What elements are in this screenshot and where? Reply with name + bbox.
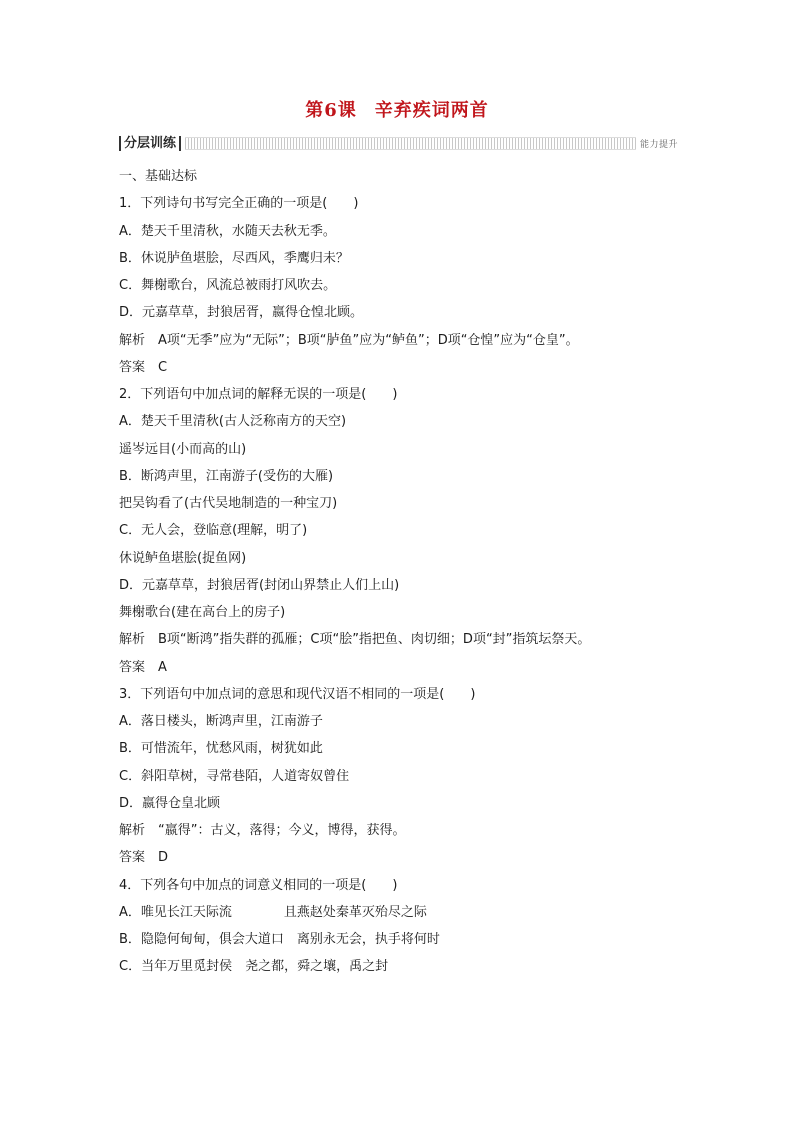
section-banner	[119, 133, 678, 153]
lesson-name: 辛弃疾词两首	[374, 100, 489, 121]
option-line: D．嬴得仓皇北顾	[119, 795, 221, 811]
option-line: C．当年万里觅封侯 尧之都，舜之壤，禹之封	[119, 959, 389, 975]
option-line: 舞榭歌台(建在高台上的房子)	[119, 605, 286, 620]
banner-label: 分层训练	[119, 136, 181, 151]
lesson-title	[0, 96, 794, 122]
question-2: 2．下列语句中加点词的解释无误的一项是( )	[119, 387, 398, 402]
answer-2: 答案 A	[119, 659, 167, 675]
answer-1: 答案 C	[119, 359, 168, 375]
analysis-3: 解析 “嬴得”：古义，落得；今义，博得，获得。	[119, 823, 406, 838]
analysis-1: 解析 A项“无季”应为“无际”；B项“胪鱼”应为“鲈鱼”；D项“仓惶”应为“仓皇”。	[119, 332, 579, 348]
option-line: C．斜阳草树，寻常巷陌，人道寄奴曾住	[119, 768, 350, 784]
option-line: B．隐隐何甸甸，俱会大道口 离别永无会，执手将何时	[119, 932, 440, 947]
option-line: B．休说胪鱼堪脍，尽西风，季鹰归未？	[119, 250, 349, 266]
option-line: 遥岑远目(小而高的山)	[119, 441, 247, 457]
option-line: A．楚天千里清秋(古人泛称南方的天空)	[119, 414, 347, 430]
option-line: 把吴钩看了(古代吴地制造的一种宝刀)	[119, 496, 338, 511]
option-line: A．唯见长江天际流 且燕赵处秦革灭殆尽之际	[119, 904, 427, 920]
option-line: A．楚天千里清秋，水随天去秋无季。	[119, 223, 336, 239]
option-line: C．舞榭歌台，风流总被雨打风吹去。	[119, 278, 337, 293]
option-line: A．落日楼头，断鸿声里，江南游子	[119, 714, 323, 729]
lesson-number: 第6课	[305, 100, 357, 121]
banner-dotted-fill	[185, 137, 636, 150]
exercise-content	[119, 163, 679, 981]
question-3: 3．下列语句中加点词的意思和现代汉语不相同的一项是( )	[119, 686, 476, 702]
option-line: 休说鲈鱼堪脍(捉鱼网)	[119, 550, 247, 566]
answer-3: 答案 D	[119, 850, 169, 866]
option-line: C．无人会，登临意(理解，明了)	[119, 523, 308, 539]
option-line: B．断鸿声里，江南游子(受伤的大雁)	[119, 468, 334, 484]
question-4: 4．下列各句中加点的词意义相同的一项是( )	[119, 877, 398, 893]
option-line: D．元嘉草草，封狼居胥，嬴得仓惶北顾。	[119, 305, 364, 321]
question-1: 1．下列诗句书写完全正确的一项是( )	[119, 196, 359, 212]
section-heading: 一、基础达标	[119, 169, 198, 184]
option-line: B．可惜流年，忧愁风雨，树犹如此	[119, 741, 323, 757]
analysis-2: 解析 B项“断鸿”指失群的孤雁；C项“脍”指把鱼、肉切细；D项“封”指筑坛祭天。	[119, 632, 591, 648]
banner-right-text: 能力提升	[639, 139, 678, 150]
option-line: D．元嘉草草，封狼居胥(封闭山界禁止人们上山)	[119, 577, 400, 593]
